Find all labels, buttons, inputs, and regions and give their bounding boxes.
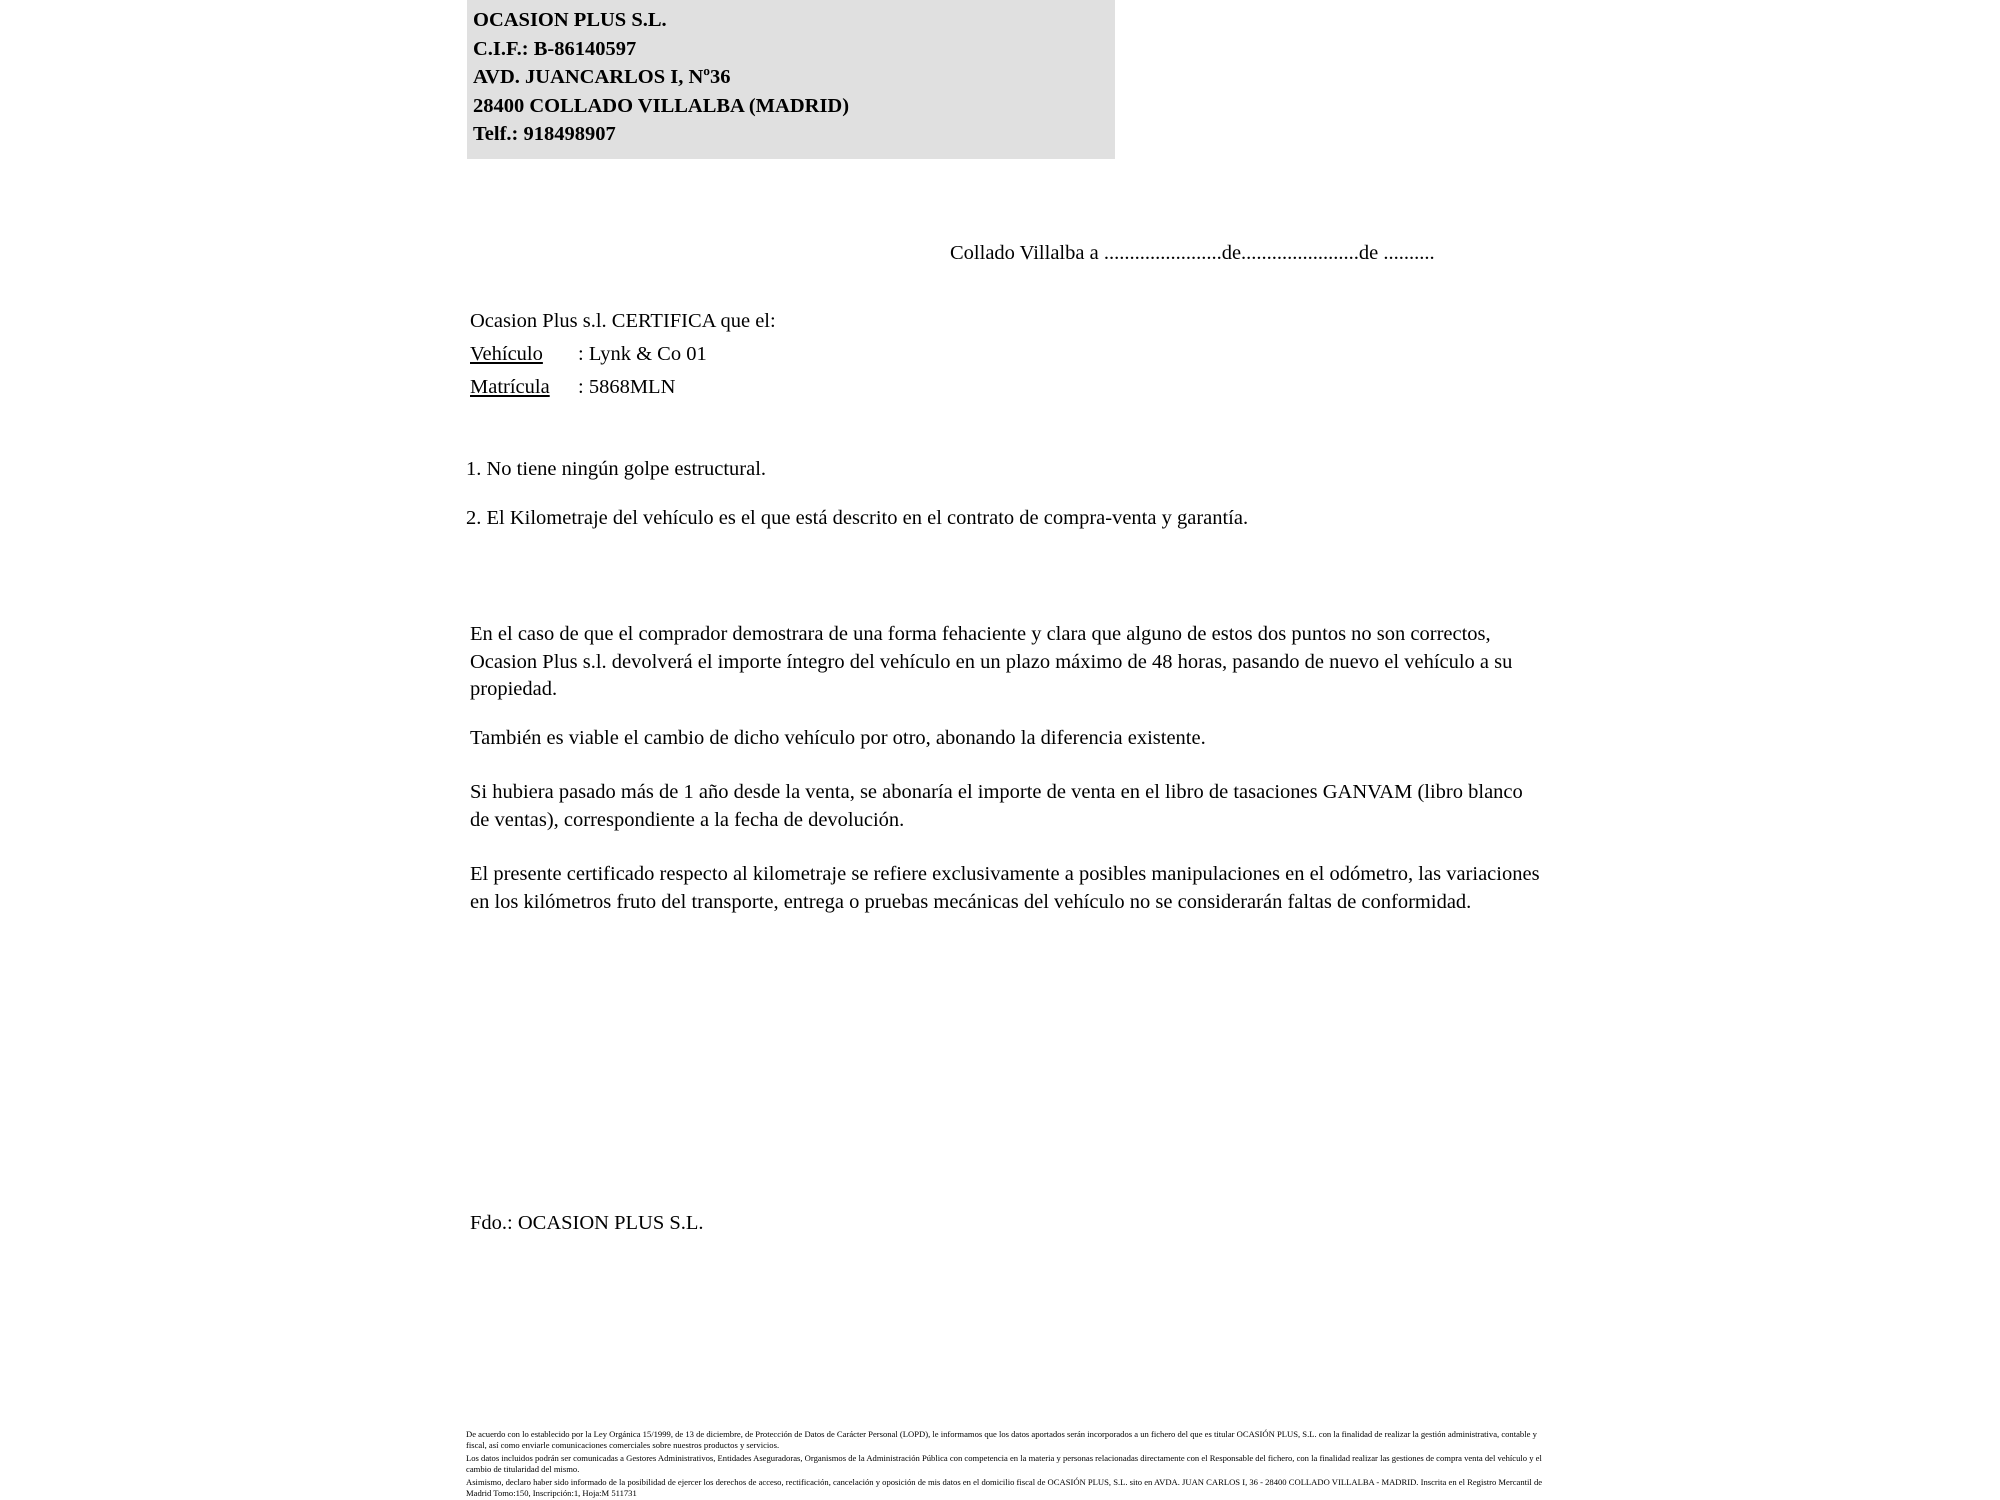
vehicle-label: Vehículo — [470, 343, 543, 365]
paragraph-one-year-clause: Si hubiera pasado más de 1 año desde la venta, se abonaría el importe de venta en el libro de tasaciones GANVAM (libro blanco de ventas), correspondiente a la fecha de devolución. — [470, 781, 1523, 831]
company-address-city: 28400 COLLADO VILLALBA (MADRID) — [473, 94, 850, 117]
legal-paragraph-3: Asimismo, declaro haber sido informado de la posibilidad de ejercer los derechos de acceso, rectificación, cancelación y oposición de mis datos en el domicilio fiscal de OCASIÓN PLUS, S.L. sito en AVDA. JUAN CARLOS I, 36 - 28400 COLLADO VILLALBA - MADRID. Inscrita en el Registro Mercantil de Madrid Tomo:150, Inscripción:1, Hoja:M 511731 — [466, 1477, 1543, 1498]
legal-paragraph-1: De acuerdo con lo establecido por la Ley Orgánica 15/1999, de 13 de diciembre, de Protección de Datos de Carácter Personal (LOPD), le informamos que los datos aportados serán incorporados a un fichero del que es titular OCASIÓN PLUS, S.L. con la finalidad de realizar la gestión administrativa, contable y fiscal, así como enviarle comunicaciones comerciales sobre nuestros productos y servicios. — [466, 1429, 1537, 1450]
paragraph-refund-terms: En el caso de que el comprador demostrara de una forma fehaciente y clara que alguno de estos dos puntos no son correctos, Ocasion Plus s.l. devolverá el importe íntegro del vehículo en un plazo máximo de 48 horas, pasando de nuevo el vehículo a su propiedad. — [470, 623, 1513, 700]
company-phone: Telf.: 918498907 — [473, 123, 616, 145]
certification-intro: Ocasion Plus s.l. CERTIFICA que el: — [470, 310, 776, 332]
certification-point-1: 1. No tiene ningún golpe estructural. — [466, 458, 767, 480]
paragraph-odometer-scope: El presente certificado respecto al kilometraje se refiere exclusivamente a posibles manipulaciones en el odómetro, las variaciones en los kilómetros fruto del transporte, entrega o pruebas mecánicas del vehículo no se considerarán faltas de conformidad. — [470, 863, 1540, 913]
company-name: OCASION PLUS S.L. — [473, 9, 667, 31]
vehicle-row — [470, 338, 776, 371]
company-address-street: AVD. JUANCARLOS I, Nº36 — [473, 66, 731, 88]
letterhead-block — [467, 0, 1115, 159]
paragraph-exchange-option: También es viable el cambio de dicho vehículo por otro, abonando la diferencia existente. — [470, 727, 1206, 749]
legal-paragraph-2: Los datos incluidos podrán ser comunicadas a Gestores Administrativos, Entidades Aseguradoras, Organismos de la Administración Pública con competencia en la materia y personas relacionadas directamente con el Responsable del fichero, con la finalidad realizar las gestiones de compra venta del vehículo y el cambio de titularidad del mismo. — [466, 1453, 1542, 1474]
company-cif: C.I.F.: B-86140597 — [473, 37, 637, 60]
certification-point-2: 2. El Kilometraje del vehículo es el que está descrito en el contrato de compra-venta y garantía. — [466, 507, 1249, 529]
plate-value: : 5868MLN — [578, 376, 676, 398]
plate-row — [470, 371, 776, 404]
plate-label: Matrícula — [470, 376, 550, 398]
certification-block — [470, 305, 776, 404]
legal-footer — [466, 1429, 1551, 1499]
date-line: Collado Villalba a .......................de.......................de .......... — [950, 242, 1435, 264]
signature-line: Fdo.: OCASION PLUS S.L. — [470, 1212, 704, 1234]
vehicle-value: : Lynk & Co 01 — [578, 343, 707, 365]
